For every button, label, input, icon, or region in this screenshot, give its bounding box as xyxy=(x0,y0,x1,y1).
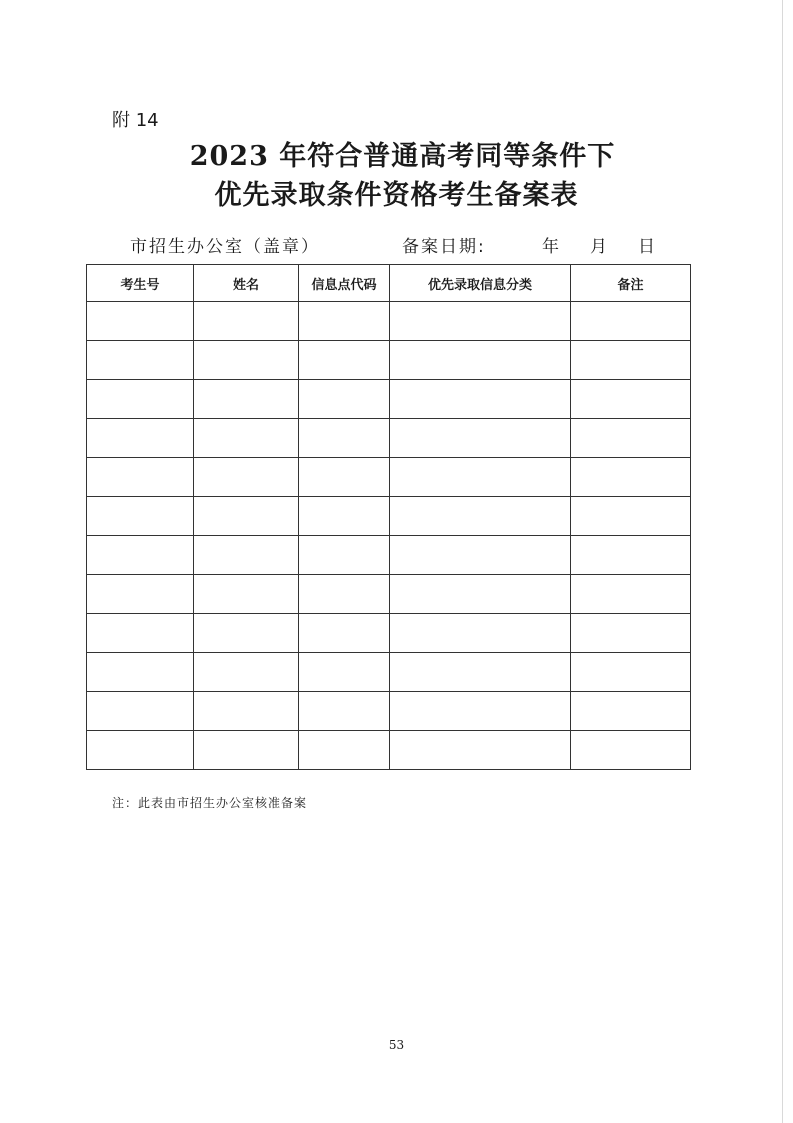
cell-priority-category xyxy=(390,458,571,497)
cell-info-code xyxy=(299,341,390,380)
cell-remarks xyxy=(571,575,691,614)
record-date-label: 备案日期: xyxy=(402,237,486,257)
cell-remarks xyxy=(571,302,691,341)
cell-info-code xyxy=(299,575,390,614)
cell-priority-category xyxy=(390,614,571,653)
cell-name xyxy=(194,731,299,770)
cell-priority-category xyxy=(390,692,571,731)
cell-remarks xyxy=(571,419,691,458)
cell-info-code xyxy=(299,497,390,536)
cell-remarks xyxy=(571,380,691,419)
meta-row xyxy=(130,232,670,256)
header-name: 姓名 xyxy=(194,265,299,302)
cell-candidate-number xyxy=(87,380,194,419)
cell-candidate-number xyxy=(87,536,194,575)
cell-info-code xyxy=(299,419,390,458)
document-title-line-2: 优先录取条件资格考生备案表 xyxy=(214,180,579,211)
cell-candidate-number xyxy=(87,692,194,731)
table-row xyxy=(87,380,691,419)
record-table xyxy=(86,264,691,770)
cell-name xyxy=(194,419,299,458)
table-row xyxy=(87,458,691,497)
date-year-label: 年 xyxy=(542,237,559,257)
cell-priority-category xyxy=(390,419,571,458)
cell-remarks xyxy=(571,614,691,653)
cell-candidate-number xyxy=(87,653,194,692)
cell-priority-category xyxy=(390,653,571,692)
cell-priority-category xyxy=(390,731,571,770)
cell-info-code xyxy=(299,731,390,770)
table-row xyxy=(87,419,691,458)
header-info-code: 信息点代码 xyxy=(299,265,390,302)
cell-name xyxy=(194,575,299,614)
date-day-label: 日 xyxy=(638,237,655,257)
document-title-line-1: 2023 年符合普通高考同等条件下 xyxy=(189,141,616,172)
table-row xyxy=(87,614,691,653)
office-seal-label: 市招生办公室（盖章） xyxy=(130,237,320,257)
appendix-label: 附 14 xyxy=(112,110,159,131)
table-row xyxy=(87,536,691,575)
cell-remarks xyxy=(571,731,691,770)
cell-remarks xyxy=(571,458,691,497)
table-header-row xyxy=(87,265,691,302)
cell-candidate-number xyxy=(87,614,194,653)
header-remarks: 备注 xyxy=(571,265,691,302)
cell-candidate-number xyxy=(87,458,194,497)
cell-candidate-number xyxy=(87,731,194,770)
cell-info-code xyxy=(299,692,390,731)
table-row xyxy=(87,653,691,692)
cell-remarks xyxy=(571,692,691,731)
cell-name xyxy=(194,653,299,692)
cell-priority-category xyxy=(390,302,571,341)
cell-name xyxy=(194,380,299,419)
cell-candidate-number xyxy=(87,419,194,458)
table-row xyxy=(87,497,691,536)
header-priority-category: 优先录取信息分类 xyxy=(390,265,571,302)
cell-priority-category xyxy=(390,380,571,419)
cell-info-code xyxy=(299,614,390,653)
cell-candidate-number xyxy=(87,341,194,380)
cell-info-code xyxy=(299,653,390,692)
cell-name xyxy=(194,341,299,380)
cell-remarks xyxy=(571,536,691,575)
cell-remarks xyxy=(571,341,691,380)
footnote: 注：此表由市招生办公室核准备案 xyxy=(112,796,308,810)
table-row xyxy=(87,341,691,380)
cell-remarks xyxy=(571,653,691,692)
date-month-label: 月 xyxy=(590,237,607,257)
table-row xyxy=(87,575,691,614)
page-number: 53 xyxy=(388,1038,405,1052)
cell-name xyxy=(194,497,299,536)
cell-priority-category xyxy=(390,536,571,575)
cell-name xyxy=(194,692,299,731)
cell-candidate-number xyxy=(87,497,194,536)
cell-info-code xyxy=(299,536,390,575)
cell-name xyxy=(194,302,299,341)
cell-priority-category xyxy=(390,497,571,536)
table-row xyxy=(87,731,691,770)
cell-candidate-number xyxy=(87,575,194,614)
cell-info-code xyxy=(299,458,390,497)
table-row xyxy=(87,692,691,731)
cell-remarks xyxy=(571,497,691,536)
table-row xyxy=(87,302,691,341)
cell-priority-category xyxy=(390,341,571,380)
header-candidate-number: 考生号 xyxy=(87,265,194,302)
cell-candidate-number xyxy=(87,302,194,341)
cell-name xyxy=(194,614,299,653)
cell-name xyxy=(194,536,299,575)
cell-priority-category xyxy=(390,575,571,614)
cell-info-code xyxy=(299,302,390,341)
cell-name xyxy=(194,458,299,497)
table-body xyxy=(87,302,691,770)
cell-info-code xyxy=(299,380,390,419)
